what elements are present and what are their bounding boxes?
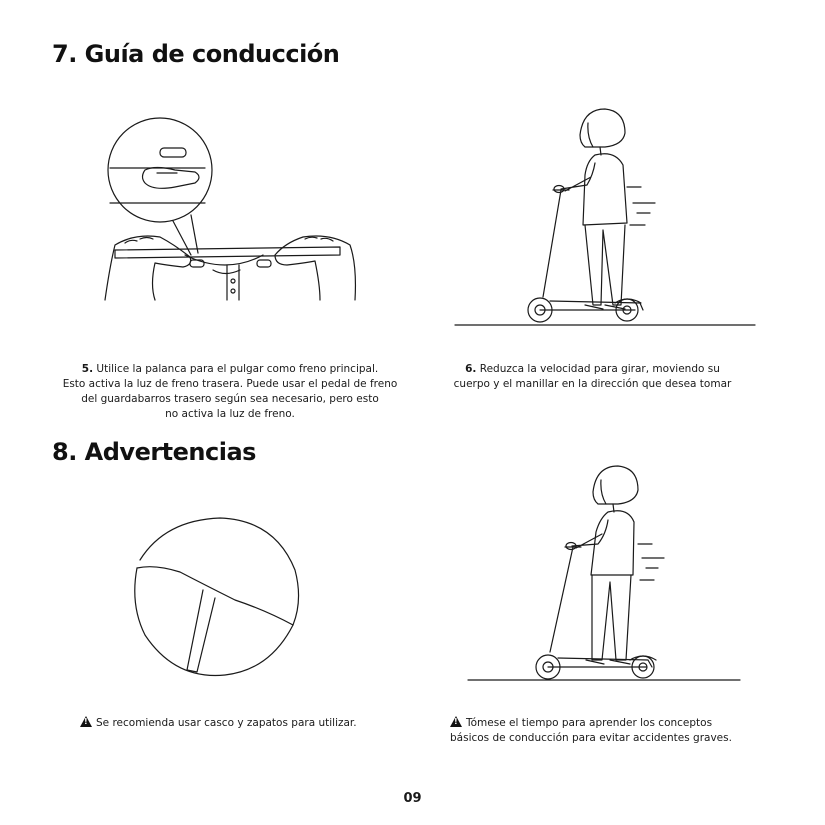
step-5-line-4: no activa la luz de freno.: [165, 408, 295, 420]
warning-1-text: Se recomienda usar casco y zapatos para utilizar.: [96, 717, 357, 729]
step-6-line-1: Reduzca la velocidad para girar, moviendo su: [479, 363, 720, 375]
handlebar-brake-illustration: [95, 115, 365, 305]
step-5-line-2: Esto activa la luz de freno trasera. Puede usar el pedal de freno: [62, 378, 398, 390]
section-7-title: 7. Guía de conducción: [52, 40, 340, 68]
section-8-title: 8. Advertencias: [52, 438, 256, 466]
warning-2-line-2: básicos de conducción para evitar accidentes graves.: [450, 732, 732, 744]
step-6-caption: [430, 362, 755, 392]
step-6-line-2: cuerpo y el manillar en la dirección que desea tomar: [453, 378, 732, 390]
helmet-illustration: [125, 510, 310, 685]
warning-triangle-icon: [80, 716, 92, 727]
warning-triangle-icon: [450, 716, 462, 727]
step-6-number: 6.: [465, 363, 477, 375]
page-number: 09: [403, 791, 422, 806]
step-5-line-1: Utilice la palanca para el pulgar como freno principal.: [96, 363, 379, 375]
step-5-number: 5.: [81, 363, 94, 375]
step-5-line-3: del guardabarros trasero según sea necesario, pero esto: [81, 393, 379, 405]
rider-turning-illustration: [455, 105, 755, 330]
warning-2-line-1: Tómese el tiempo para aprender los conceptos: [466, 717, 713, 729]
rider-upright-illustration: [468, 462, 743, 687]
warning-2: [450, 715, 732, 746]
warning-1: [80, 715, 357, 731]
step-5-caption: [40, 362, 420, 422]
